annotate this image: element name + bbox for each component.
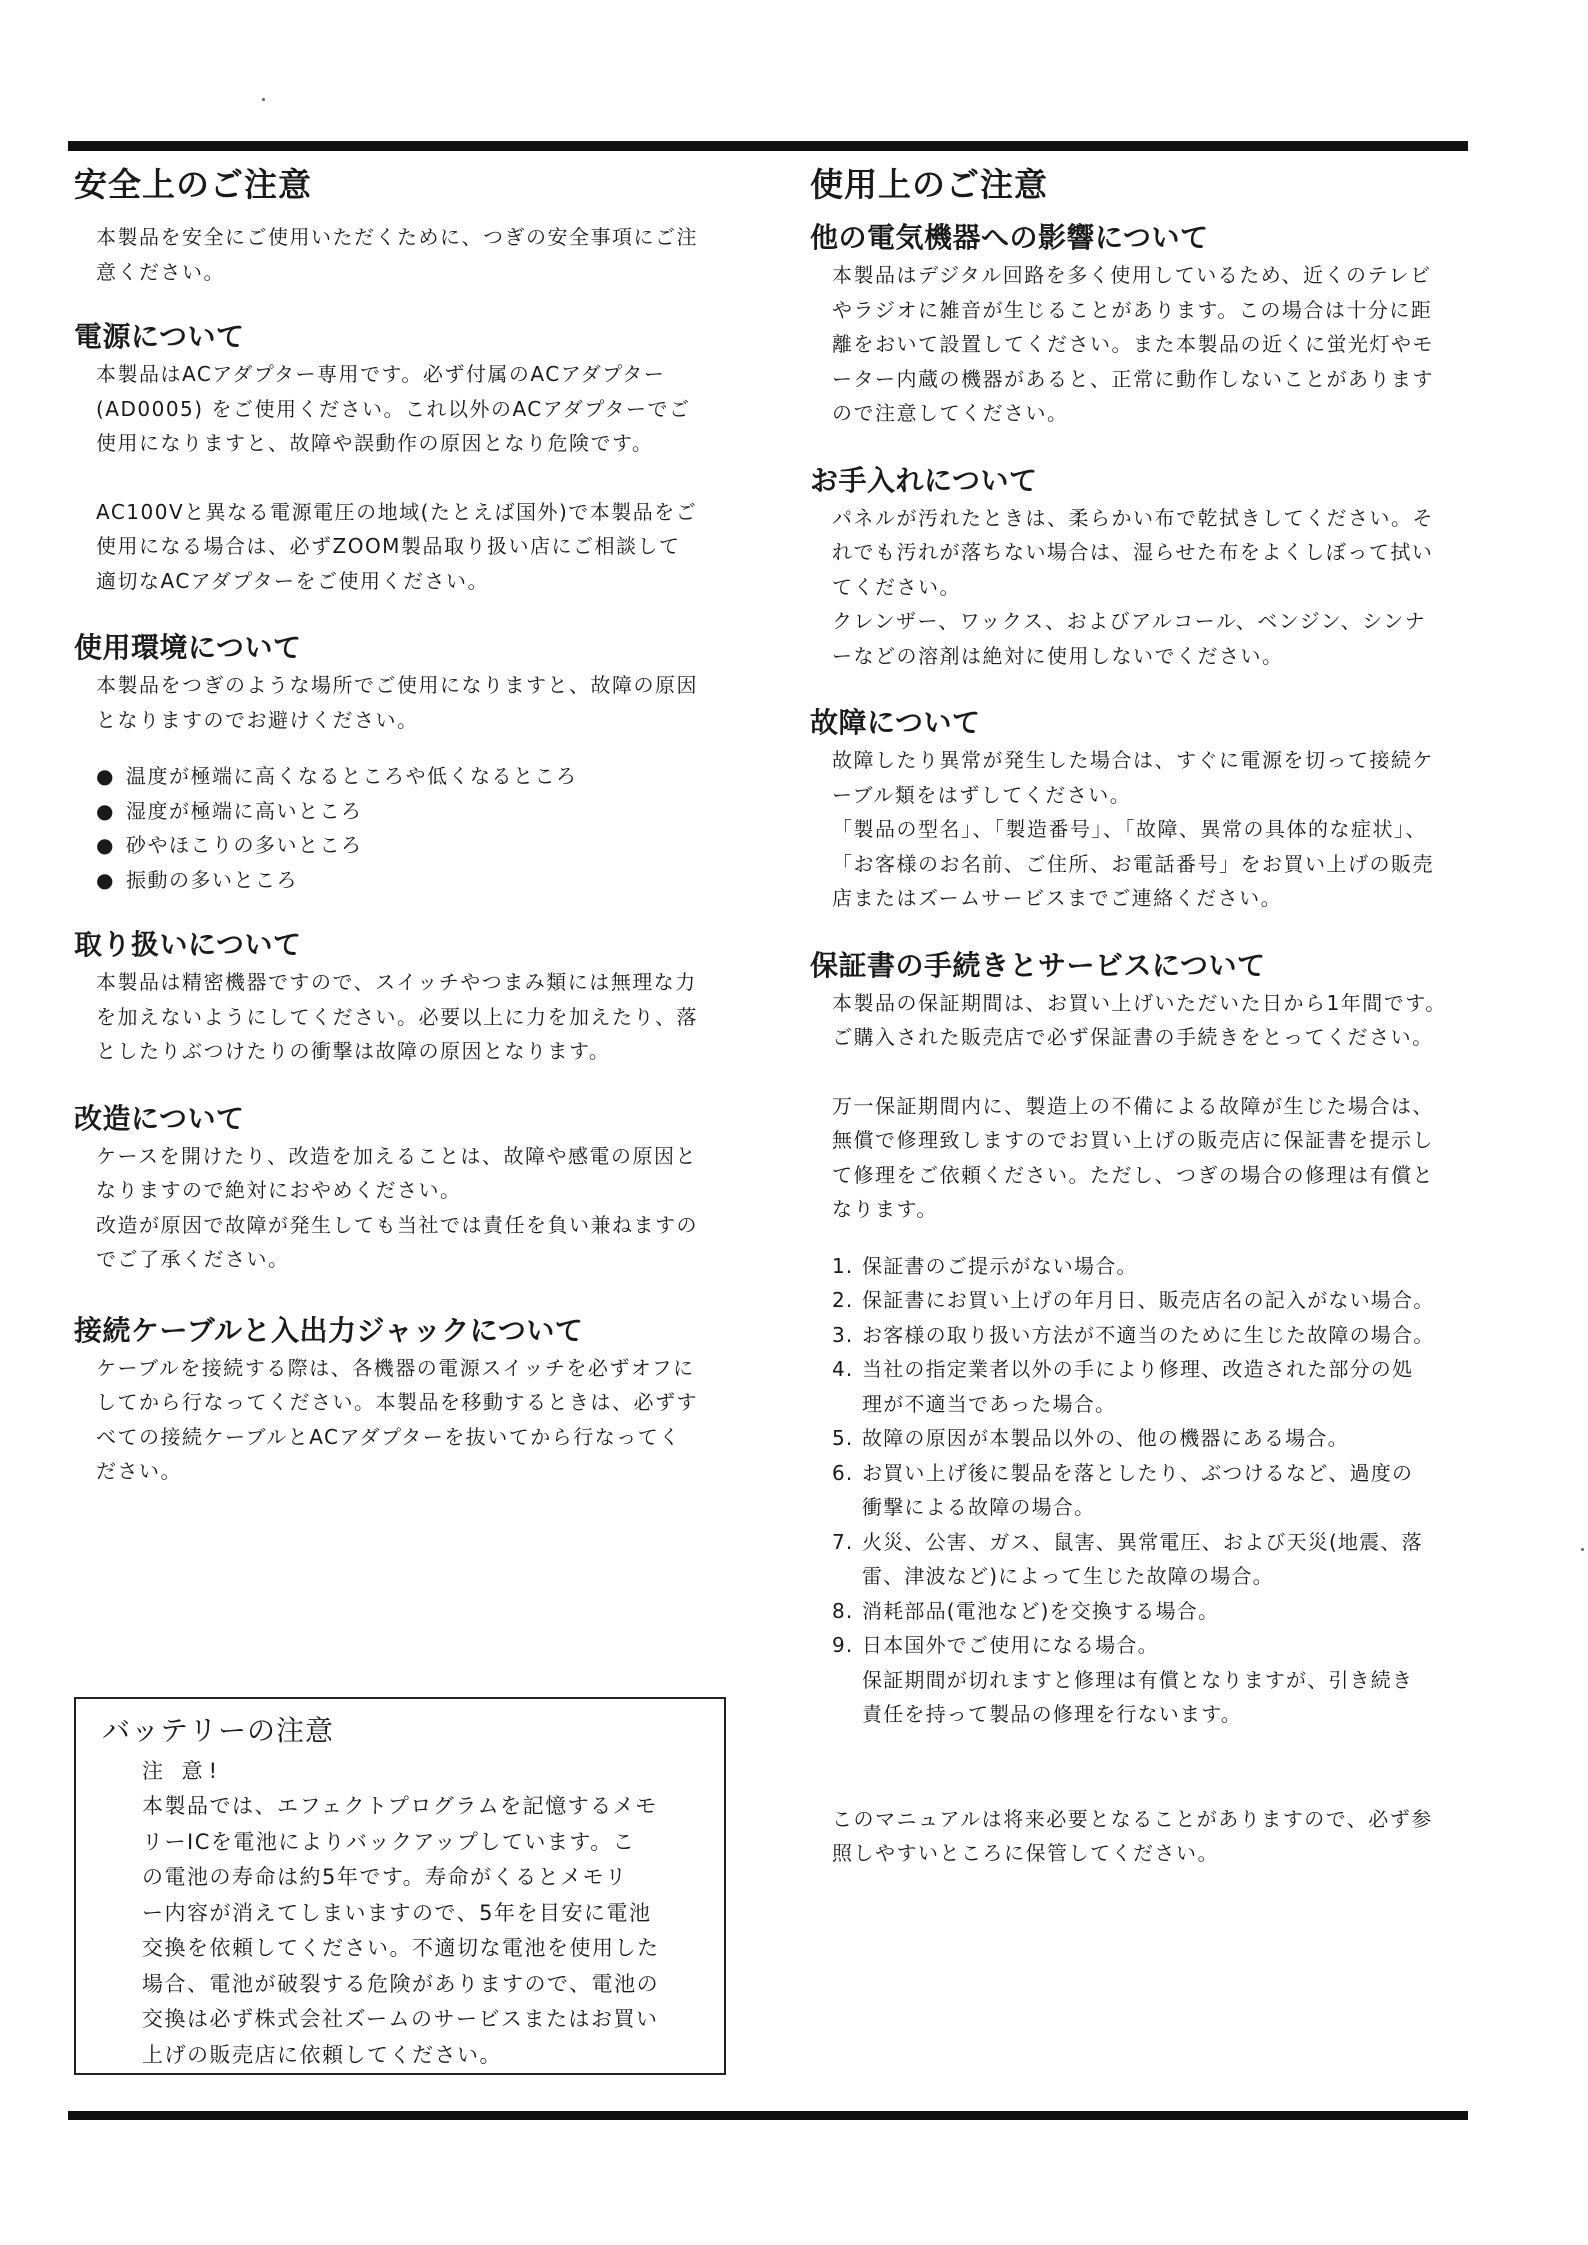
section-heading-malfunction: 故障について bbox=[810, 706, 981, 739]
section-heading-power: 電源について bbox=[74, 320, 245, 353]
text-line: 日本国外でご使用になる場合。 bbox=[862, 1633, 1159, 1657]
list-item bbox=[832, 1594, 1490, 1629]
section-heading-cables: 接続ケーブルと入出力ジャックについて bbox=[74, 1313, 584, 1347]
text-line: 雷、津波など)によって生じた故障の場合。 bbox=[862, 1564, 1274, 1588]
text-line: 店またはズームサービスまでご連絡ください。 bbox=[832, 886, 1283, 910]
text-line: 場合、電池が破裂する危険がありますので、電池の bbox=[142, 1971, 660, 1996]
text-line: 意ください。 bbox=[96, 259, 225, 284]
text-line: 無償で修理致しますのでお買い上げの販売店に保証書を提示し bbox=[832, 1128, 1434, 1152]
text-line: ので注意してください。 bbox=[832, 401, 1069, 425]
section-body-malfunction bbox=[810, 743, 1490, 916]
section-body-environment bbox=[74, 668, 746, 737]
text-line: ーなどの溶剤は絶対に使用しないでください。 bbox=[832, 643, 1284, 668]
text-line: ー内容が消えてしまいますので、5年を目安に電池 bbox=[142, 1900, 652, 1925]
text-line: 「お客様のお名前、ご住所、お電話番号」をお買い上げの販売 bbox=[832, 851, 1434, 876]
item-number: 9. bbox=[832, 1633, 854, 1657]
text-line: 故障の原因が本製品以外の、他の機器にある場合。 bbox=[862, 1426, 1349, 1450]
battery-text bbox=[102, 1789, 700, 2073]
section-heading-interference: 他の電気機器への影響について bbox=[810, 221, 1209, 254]
text-line: 離をおいて設置してください。また本製品の近くに蛍光灯やモ bbox=[832, 332, 1434, 356]
text-line: 万一保証期間内に、製造上の不備による故障が生じた場合は、 bbox=[832, 1093, 1434, 1118]
battery-title: バッテリーの注意 bbox=[102, 1714, 335, 1747]
text-line: としたりぶつけたりの衝撃は故障の原因となります。 bbox=[96, 1039, 611, 1063]
text-line: (AD0005) をご使用ください。これ以外のACアダプターでご bbox=[96, 396, 691, 421]
item-number: 4. bbox=[832, 1357, 854, 1381]
top-rule bbox=[68, 141, 1468, 151]
text-line: ケーブルを接続する際は、各機器の電源スイッチを必ずオフに bbox=[96, 1355, 695, 1380]
item-number: 2. bbox=[832, 1288, 854, 1312]
text-line: て修理をご依頼ください。ただし、つぎの場合の修理は有償と bbox=[832, 1162, 1434, 1187]
text-line: 理が不適当であった場合。 bbox=[862, 1391, 1117, 1416]
text-line: 使用になる場合は、必ずZOOM製品取り扱い店にご相談して bbox=[96, 534, 681, 558]
text-line: となりますのでお避けください。 bbox=[96, 707, 419, 732]
text-line: 交換を依頼してください。不適切な電池を使用した bbox=[142, 1936, 660, 1960]
text-line: パネルが汚れたときは、柔らかい布で乾拭きしてください。そ bbox=[832, 505, 1434, 530]
item-number: 5. bbox=[832, 1426, 854, 1450]
text-line: なりますので絶対におやめください。 bbox=[96, 1178, 462, 1202]
text-line: れでも汚れが落ちない場合は、湿らせた布をよくしぼって拭い bbox=[832, 540, 1434, 564]
item-number: 6. bbox=[832, 1460, 854, 1485]
text-line: 本製品の保証期間は、お買い上げいただいた日から1年間です。 bbox=[832, 990, 1447, 1015]
text-line: 上げの販売店に依頼してください。 bbox=[142, 2042, 502, 2067]
text-line: 使用になりますと、故障や誤動作の原因となり危険です。 bbox=[96, 431, 654, 455]
bottom-rule bbox=[68, 2111, 1468, 2120]
list-item: ● 温度が極端に高くなるところや低くなるところ bbox=[96, 759, 746, 794]
text-line: お客様の取り扱い方法が不適当のために生じた故障の場合。 bbox=[862, 1322, 1435, 1347]
text-line: 火災、公害、ガス、鼠害、異常電圧、および天災(地震、落 bbox=[862, 1529, 1423, 1554]
text-line: の電池の寿命は約5年です。寿命がくるとメモリ bbox=[142, 1865, 628, 1889]
text-line: 照しやすいところに保管してください。 bbox=[832, 1841, 1219, 1865]
section-body-power bbox=[74, 357, 746, 598]
section-body-interference bbox=[810, 258, 1490, 431]
text-line: 当社の指定業者以外の手により修理、改造された部分の処 bbox=[862, 1357, 1414, 1381]
text-line: を加えないようにしてください。必要以上に力を加えたり、落 bbox=[96, 1004, 698, 1029]
list-item: ● 湿度が極端に高いところ bbox=[96, 794, 746, 829]
battery-warning-label: 注 意! bbox=[142, 1759, 224, 1783]
text-line: 本製品は精密機器ですので、スイッチやつまみ類には無理な力 bbox=[96, 970, 697, 994]
text-line: 本製品はデジタル回路を多く使用しているため、近くのテレビ bbox=[832, 263, 1432, 287]
text-line: ーター内蔵の機器があると、正常に動作しないことがあります bbox=[832, 366, 1434, 391]
speck bbox=[1581, 1548, 1584, 1551]
text-line: してから行なってください。本製品を移動するときは、必ずす bbox=[96, 1390, 698, 1414]
text-line: 故障したり異常が発生した場合は、すぐに電源を切って接続ケ bbox=[832, 748, 1434, 772]
list-item bbox=[832, 1525, 1490, 1594]
item-number: 7. bbox=[832, 1529, 854, 1554]
list-item bbox=[832, 1421, 1490, 1456]
text-line: 保証書にお買い上げの年月日、販売店名の記入がない場合。 bbox=[862, 1288, 1435, 1312]
text-line: 交換は必ず株式会社ズームのサービスまたはお買い bbox=[142, 2007, 659, 2031]
item-number: 1. bbox=[832, 1253, 854, 1278]
text-line: AC100Vと異なる電源電圧の地域(たとえば国外)で本製品をご bbox=[96, 499, 698, 524]
item-number: 8. bbox=[832, 1598, 854, 1623]
item-number: 3. bbox=[832, 1322, 854, 1347]
text-line: 「製品の型名」、「製造番号」、「故障、異常の具体的な症状」、 bbox=[832, 817, 1427, 841]
list-item bbox=[832, 1352, 1490, 1421]
closing-note bbox=[810, 1802, 1490, 1871]
safety-intro bbox=[74, 220, 746, 289]
speck bbox=[262, 98, 265, 101]
text-line: このマニュアルは将来必要となることがありますので、必ず参 bbox=[832, 1806, 1433, 1831]
section-heading-cleaning: お手入れについて bbox=[810, 463, 1038, 497]
text-line: クレンザー、ワックス、およびアルコール、ベンジン、シンナ bbox=[832, 609, 1427, 633]
text-line: ご購入された販売店で必ず保証書の手続きをとってください。 bbox=[832, 1025, 1434, 1049]
text-line: 本製品をつぎのような場所でご使用になりますと、故障の原因 bbox=[96, 673, 698, 697]
text-line: リーICを電池によりバックアップしています。こ bbox=[142, 1829, 636, 1854]
list-item: ● 振動の多いところ bbox=[96, 863, 746, 898]
usage-column bbox=[810, 160, 1490, 1871]
text-line: 本製品はACアダプター専用です。必ず付属のACアダプター bbox=[96, 362, 666, 386]
list-item: ● 砂やほこりの多いところ bbox=[96, 828, 746, 863]
section-heading-warranty: 保証書の手続きとサービスについて bbox=[810, 948, 1266, 982]
section-heading-modification: 改造について bbox=[74, 1101, 245, 1135]
section-body-cleaning bbox=[810, 501, 1490, 674]
list-item bbox=[832, 1456, 1490, 1525]
section-body-handling bbox=[74, 965, 746, 1069]
text-line: やラジオに雑音が生じることがあります。この場合は十分に距 bbox=[832, 297, 1433, 322]
safety-column bbox=[74, 160, 746, 1489]
environment-bullet-list bbox=[74, 759, 746, 897]
text-line: 適切なACアダプターをご使用ください。 bbox=[96, 568, 489, 593]
text-line: べての接続ケーブルとACアダプターを抜いてから行なってく bbox=[96, 1424, 681, 1449]
usage-title: 使用上のご注意 bbox=[810, 165, 1048, 204]
warranty-exceptions-list bbox=[810, 1249, 1490, 1732]
section-heading-handling: 取り扱いについて bbox=[74, 928, 302, 961]
text-line: 消耗部品(電池など)を交換する場合。 bbox=[862, 1598, 1220, 1623]
text-line: なります。 bbox=[832, 1197, 938, 1221]
safety-title: 安全上のご注意 bbox=[74, 165, 312, 204]
text-line: でご了承ください。 bbox=[96, 1247, 290, 1271]
text-line: ケースを開けたり、改造を加えることは、故障や感電の原因と bbox=[96, 1143, 697, 1168]
list-item bbox=[832, 1283, 1490, 1318]
text-line: ださい。 bbox=[96, 1459, 182, 1483]
list-item bbox=[832, 1628, 1490, 1732]
section-body-modification bbox=[74, 1139, 746, 1277]
list-item bbox=[832, 1249, 1490, 1284]
text-line: 本製品を安全にご使用いただくために、つぎの安全事項にご注 bbox=[96, 225, 698, 249]
text-line: お買い上げ後に製品を落としたり、ぶつけるなど、過度の bbox=[862, 1460, 1414, 1485]
text-line: 本製品では、エフェクトプログラムを記憶するメモ bbox=[142, 1794, 658, 1818]
text-line: 保証期間が切れますと修理は有償となりますが、引き続き bbox=[862, 1667, 1414, 1692]
section-heading-environment: 使用環境について bbox=[74, 631, 302, 664]
text-line: 保証書のご提示がない場合。 bbox=[862, 1253, 1138, 1278]
text-line: ーブル類をはずしてください。 bbox=[832, 782, 1132, 807]
section-body-warranty bbox=[810, 986, 1490, 1227]
section-body-cables bbox=[74, 1351, 746, 1489]
text-line: 改造が原因で故障が発生しても当社では責任を負い兼ねますの bbox=[96, 1212, 698, 1237]
battery-warning-box bbox=[74, 1697, 726, 2075]
text-line: 衝撃による故障の場合。 bbox=[862, 1495, 1096, 1519]
text-line: 責任を持って製品の修理を行ないます。 bbox=[862, 1702, 1242, 1726]
list-item bbox=[832, 1318, 1490, 1353]
text-line: てください。 bbox=[832, 574, 961, 599]
